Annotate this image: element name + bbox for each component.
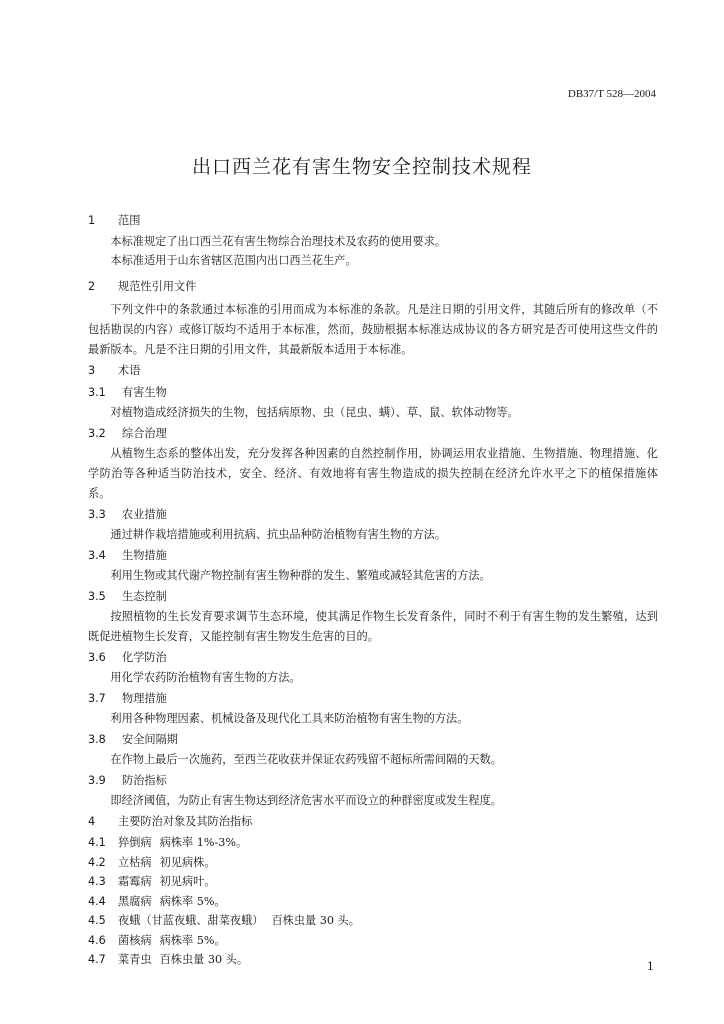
item-value: 百株虫量 30 头。	[271, 914, 360, 927]
term-heading	[88, 545, 658, 566]
list-item	[88, 833, 658, 853]
item-number: 4.6	[88, 933, 106, 947]
item-name: 猝倒病	[118, 836, 152, 849]
term-definition: 通过耕作栽培措施或利用抗病、抗虫品种防治植物有害生物的方法。	[110, 528, 447, 541]
term-name: 生物措施	[122, 549, 167, 562]
term-name: 有害生物	[122, 386, 167, 399]
document-body	[88, 210, 658, 970]
term-number: 3.6	[88, 651, 106, 664]
term-definition: 从植物生态系的整体出发，充分发挥各种因素的自然控制作用，协调运用农业措施、生物措施、物理措施、化学防治等各种适当防治技术，安全、经济、有效地将有害生物造成的损失控制在经济允许水平之下的植保措施体系。	[88, 447, 658, 500]
item-value: 百株虫量 30 头。	[159, 953, 249, 966]
document-title: 出口西兰花有害生物安全控制技术规程	[191, 156, 532, 178]
term-heading	[88, 688, 658, 709]
section-heading	[88, 210, 658, 232]
section-heading	[88, 276, 658, 298]
section-heading	[88, 360, 658, 382]
item-name: 菌核病	[118, 933, 152, 947]
term-name: 防治指标	[122, 774, 167, 787]
list-item	[88, 872, 658, 892]
term-number: 3.7	[88, 692, 106, 705]
term-number: 3.9	[88, 774, 106, 787]
document-code: DB37/T 528—2004	[567, 88, 656, 100]
item-value: 病株率 5%。	[159, 933, 226, 947]
paragraph: 下列文件中的条款通过本标准的引用而成为本标准的条款。凡是注日期的引用文件，其随后所有的修改单（不包括勘误的内容）或修订版均不适用于本标准，然而，鼓励根据本标准达成协议的各方研究是否可使用这些文件的最新版本。凡是不注日期的引用文件，其最新版本适用于本标准。	[88, 303, 658, 356]
term-definition: 利用各种物理因素、机械设备及现代化工具来防治植物有害生物的方法。	[110, 712, 469, 725]
list-item	[88, 931, 658, 951]
term-heading	[88, 729, 658, 750]
term-number: 3.3	[88, 508, 106, 521]
section-title: 范围	[118, 214, 141, 227]
item-number: 4.1	[88, 836, 106, 849]
paragraph: 本标准适用于山东省辖区范围内出口西兰花生产。	[110, 254, 357, 267]
term-name: 化学防治	[122, 651, 167, 664]
term-name: 安全间隔期	[122, 733, 178, 746]
item-number: 4.5	[88, 914, 106, 927]
item-number: 4.3	[88, 875, 106, 888]
section-title: 主要防治对象及其防治指标	[118, 815, 253, 828]
item-value: 初见病株。	[159, 855, 216, 869]
term-heading	[88, 504, 658, 525]
term-heading	[88, 770, 658, 791]
term-name: 综合治理	[122, 427, 167, 440]
term-number: 3.8	[88, 733, 106, 746]
term-heading	[88, 423, 658, 444]
term-number: 3.4	[88, 549, 106, 562]
term-definition: 利用生物或其代谢产物控制有害生物种群的发生、繁殖或减轻其危害的方法。	[110, 569, 491, 582]
section-number: 3	[88, 364, 96, 377]
list-item	[88, 950, 658, 970]
section-number: 1	[88, 214, 96, 227]
term-name: 农业措施	[122, 508, 167, 521]
item-value: 病株率 5%。	[159, 894, 226, 908]
section-heading	[88, 811, 658, 833]
item-name: 霜霉病	[118, 875, 152, 888]
term-definition: 对植物造成经济损失的生物，包括病原物、虫（昆虫、螨）、草、鼠、软体动物等。	[110, 406, 519, 419]
list-item	[88, 911, 658, 931]
term-number: 3.5	[88, 590, 106, 603]
item-name: 菜青虫	[118, 953, 152, 966]
page-number: 1	[647, 960, 654, 973]
item-value: 初见病叶。	[159, 875, 216, 888]
term-definition: 按照植物的生长发育要求调节生态环境，使其满足作物生长发育条件，同时不利于有害生物的发生繁殖，达到既促进植物生长发育，又能控制有害生物发生危害的目的。	[88, 610, 658, 643]
item-name: 夜蛾（甘蓝夜蛾、甜菜夜蛾）	[118, 914, 264, 927]
section-title: 术语	[118, 364, 141, 377]
term-name: 生态控制	[122, 590, 167, 603]
term-number: 3.1	[88, 386, 106, 399]
item-number: 4.7	[88, 953, 106, 966]
term-definition: 用化学农药防治植物有害生物的方法。	[110, 671, 301, 684]
section-title: 规范性引用文件	[118, 280, 197, 293]
paragraph: 本标准规定了出口西兰花有害生物综合治理技术及农药的使用要求。	[110, 235, 447, 248]
term-definition: 在作物上最后一次施药，至西兰花收获并保证农药残留不超标所需间隔的天数。	[110, 753, 502, 766]
list-item	[88, 892, 658, 912]
term-heading	[88, 586, 658, 607]
term-heading	[88, 382, 658, 403]
list-item	[88, 853, 658, 873]
item-name: 立枯病	[118, 855, 152, 869]
item-number: 4.4	[88, 894, 106, 908]
term-heading	[88, 647, 658, 668]
section-number: 2	[88, 280, 96, 293]
item-number: 4.2	[88, 855, 106, 869]
section-number: 4	[88, 815, 96, 828]
item-name: 黑腐病	[118, 894, 152, 908]
term-definition: 即经济阈值，为防止有害生物达到经济危害水平而设立的种群密度或发生程度。	[110, 794, 502, 807]
term-name: 物理措施	[122, 692, 167, 705]
item-value: 病株率 1%-3%。	[159, 836, 248, 849]
term-number: 3.2	[88, 427, 106, 440]
